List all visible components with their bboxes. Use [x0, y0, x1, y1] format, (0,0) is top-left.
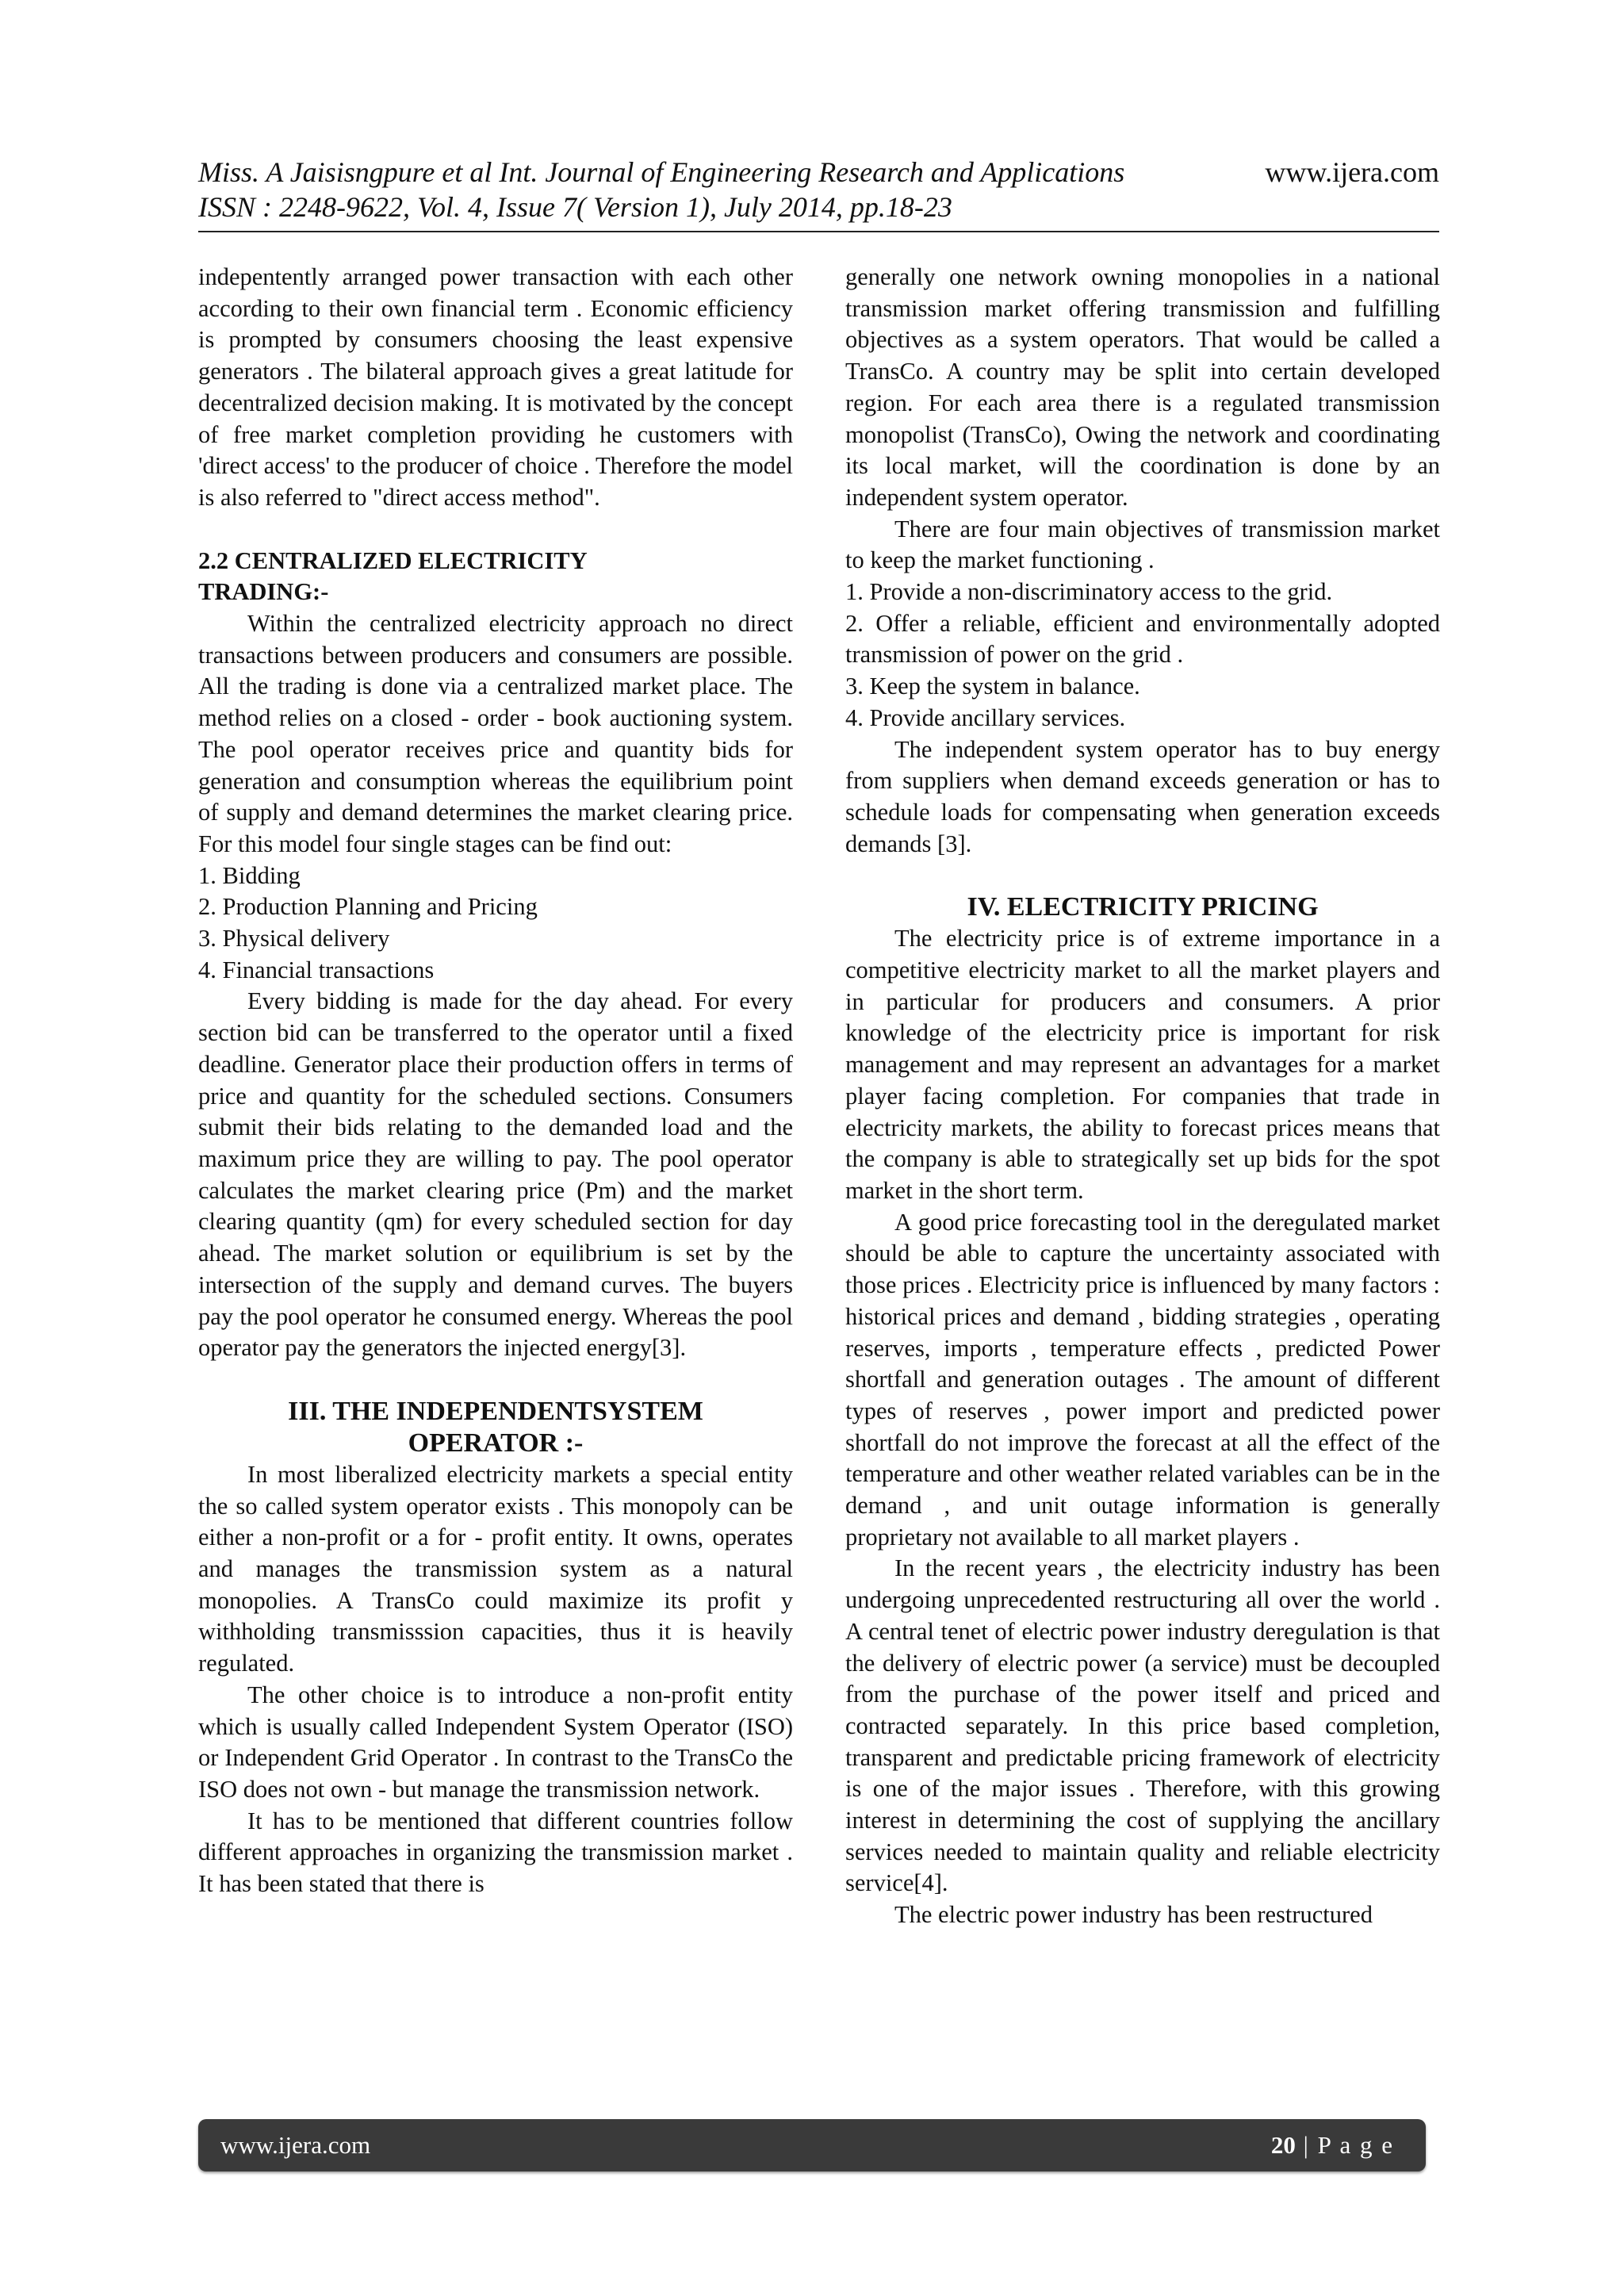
spacer	[198, 1364, 793, 1396]
paragraph: The electricity price is of extreme importance in a competitive electricity market to all the market players and in particular for producers and consumers. A prior knowledge of the electricity price is important for risk management and may represent an advantages for a market player facing completion. For companies that trade in electricity markets, the ability to forecast prices means that the company is able to strategically set up bids for the spot market in the short term.	[845, 925, 1440, 1204]
list-item: 4. Financial transactions	[198, 956, 435, 983]
header-issn-line: ISSN : 2248-9622, Vol. 4, Issue 7( Version 1), July 2014, pp.18-23	[198, 191, 952, 223]
list-item: 1. Bidding	[198, 861, 301, 889]
list-item: 3. Keep the system in balance.	[845, 673, 1140, 700]
paragraph: It has to be mentioned that different countries follow different approaches in organizing the transmission market . It has been stated that there is	[198, 1807, 793, 1898]
header-website: www.ijera.com	[1265, 156, 1439, 188]
list-item: 2. Offer a reliable, efficient and environmentally adopted transmission of power on the grid .	[845, 609, 1440, 669]
list-item: 1. Provide a non-discriminatory access to the grid.	[845, 578, 1333, 606]
list-item: 3. Physical delivery	[198, 925, 390, 953]
page-footer	[198, 2119, 1426, 2171]
page-number: 20	[1270, 2131, 1296, 2159]
header-journal-line: Miss. A Jaisisngpure et al Int. Journal of Engineering Research and Applications	[198, 156, 1125, 188]
section-heading-iv: IV. ELECTRICITY PRICING	[967, 892, 1319, 922]
footer-page-info	[1271, 2119, 1394, 2171]
page-label: | P a g e	[1295, 2131, 1394, 2159]
paragraph: The independent system operator has to buy energy from suppliers when demand exceeds generation or has to schedule loads for compensating when generation exceeds demands [3].	[845, 735, 1440, 857]
paragraph: generally one network owning monopolies in a national transmission market offering transmission and fulfilling objectives as a system operators. That would be called a TransCo. A country may be split into certain developed region. For each area there is a regulated transmission monopolist (TransCo), Owing the network and coordinating its local market, will the coordination is done by an independent system operator.	[845, 263, 1440, 511]
left-column	[198, 262, 793, 1900]
running-header	[198, 155, 1439, 232]
paragraph: Within the centralized electricity approach no direct transactions between producers and consumers are possible. All the trading is done via a centralized market place. The method relies on a closed - order - book auctioning system. The pool operator receives price and quantity bids for generation and consumption whereas the equilibrium point of supply and demand determines the market clearing price. For this model four single stages can be find out:	[198, 610, 793, 857]
paragraph: Every bidding is made for the day ahead. For every section bid can be transferred to the operator until a fixed deadline. Generator place their production offers in terms of price and quantity for the scheduled sections. Consumers submit their bids relating to the demanded load and the maximum price they are willing to pay. The pool operator calculates the market clearing price (Pm) and the market clearing quantity (qm) for every scheduled section for day ahead. The market solution or equilibrium is set by the intersection of the supply and demand curves. The buyers pay the pool operator he consumed energy. Whereas the pool operator pay the generators the injected energy[3].	[198, 987, 793, 1362]
paragraph: In most liberalized electricity markets a special entity the so called system operator exists . This monopoly can be either a non-profit or a for - profit entity. It owns, operates and manages the transmission system as a natural monopolies. A TransCo could maximize its profit y withholding transmisssion capacities, thus it is heavily regulated.	[198, 1460, 793, 1677]
heading-line: 2.2 CENTRALIZED ELECTRICITY	[198, 546, 588, 574]
section-heading-iii	[198, 1396, 793, 1459]
paragraph: In the recent years , the electricity industry has been undergoing unprecedented restructuring all over the world . A central tenet of electric power industry deregulation is that the delivery of electric power (a service) must be decoupled from the purchase of the power itself and priced and contracted separately. In this price based completion, transparent and predictable pricing framework of electricity is one of the major issues . Therefore, with this growing interest in determining the cost of supplying the ancillary services needed to maintain quality and reliable electricity service[4].	[845, 1554, 1440, 1897]
spacer	[845, 860, 1440, 891]
list-item: 4. Provide ancillary services.	[845, 703, 1126, 731]
spacer	[198, 514, 793, 546]
right-column	[845, 262, 1440, 1931]
footer-website: www.ijera.com	[220, 2131, 371, 2159]
paragraph: indepentently arranged power transaction with each other according to their own financial term . Economic efficiency is prompted by consumers choosing the least expensive generators . The bilateral approach gives a great latitude for decentralized decision making. It is motivated by the concept of free market completion providing he customers with 'direct access' to the producer of choice . Therefore the model is also referred to "direct access method".	[198, 263, 793, 511]
paragraph: The electric power industry has been restructured	[894, 1901, 1373, 1929]
heading-line: III. THE INDEPENDENTSYSTEM	[288, 1396, 703, 1426]
paragraph: A good price forecasting tool in the deregulated market should be able to capture the uncertainty associated with those prices . Electricity price is influenced by many factors : historical prices and demand , bidding strategies , operating reserves, imports , temperature effects , predicted Power shortfall and generation outages . The amount of different types of reserves , power import and predicted power shortfall do not improve the forecast at all the effect of the temperature and other weather related variables can be in the demand , and unit outage information is generally proprietary not available to all market players .	[845, 1208, 1440, 1550]
paragraph: There are four main objectives of transmission market to keep the market functioning .	[845, 515, 1440, 574]
heading-line: TRADING:-	[198, 578, 329, 606]
paragraph: The other choice is to introduce a non-profit entity which is usually called Independent System Operator (ISO) or Independent Grid Operator . In contrast to the TransCo the ISO does not own - but manage the transmission network.	[198, 1681, 793, 1803]
heading-line: OPERATOR :-	[408, 1428, 584, 1458]
list-item: 2. Production Planning and Pricing	[198, 893, 538, 921]
subsection-heading-2-2	[198, 546, 793, 608]
